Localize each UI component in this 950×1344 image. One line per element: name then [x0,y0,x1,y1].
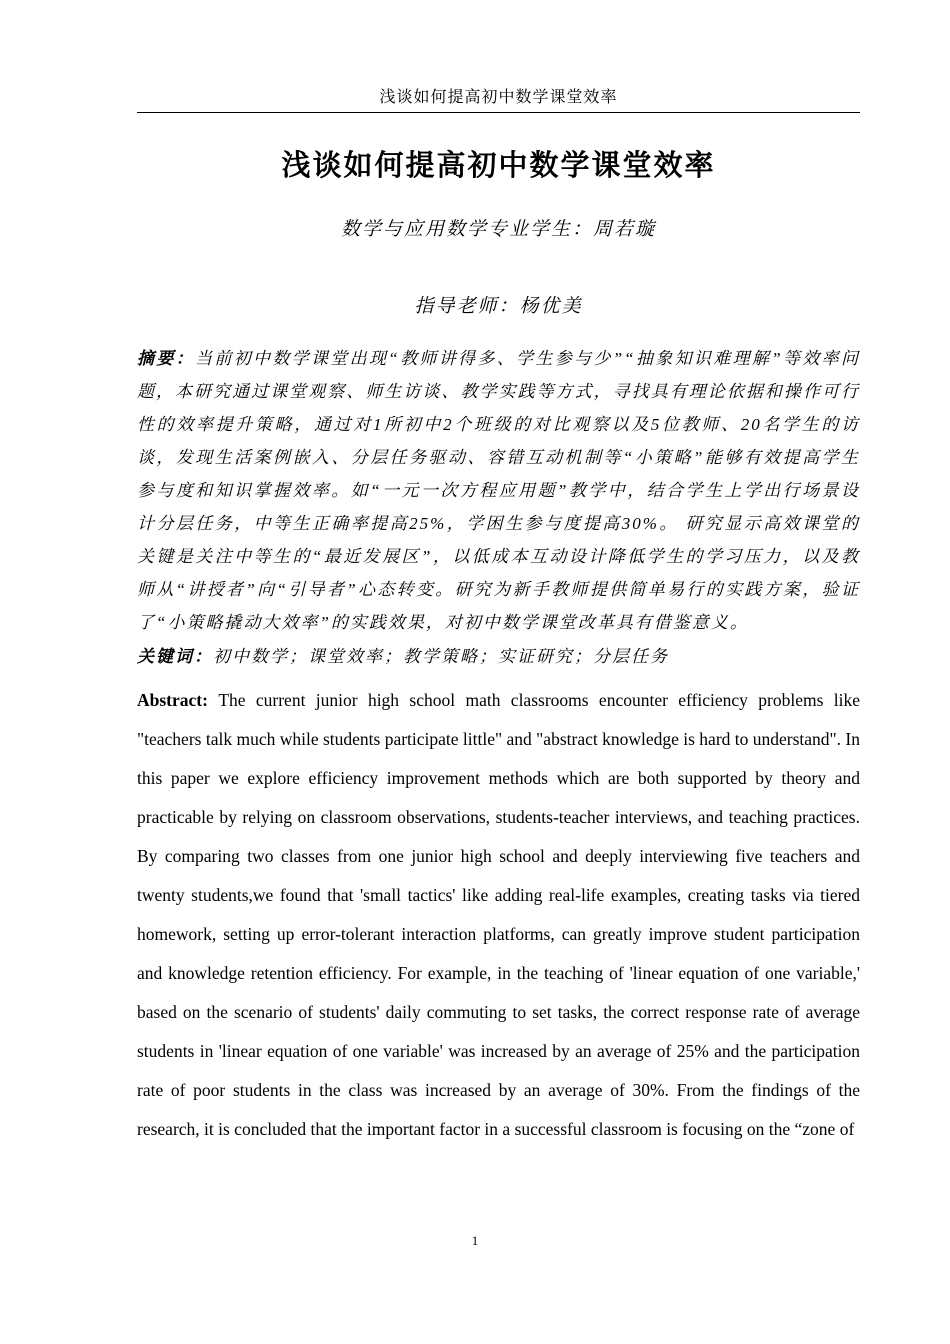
document-title: 浅谈如何提高初中数学课堂效率 [281,150,716,182]
page-header [137,84,860,113]
keywords-text: 初中数学；课堂效率；教学策略；实证研究；分层任务 [213,647,669,666]
author-line: 数学与应用数学专业学生：周若璇 [340,219,656,240]
abstract-chinese [137,342,860,639]
abstract-english-text: The current junior high school math classrooms encounter efficiency problems like "teachers talk much while students participate little" and "abstract knowledge is hard to understand". In this paper we explore efficiency improvement methods which are both supported by theory and practicable by relying on classroom observations, students-teacher interviews, and teaching practices. By comparing two classes from one junior high school and deeply interviewing five teachers and twenty students,we found that 'small tactics' like adding real-life examples, creating tasks via tiered homework, setting up error-tolerant interaction platforms, can greatly improve student participation and knowledge retention efficiency. For example, in the teaching of 'linear equation of one variable,' based on the scenario of students' daily commuting to set tasks, the correct response rate of average students in 'linear equation of one variable' was increased by an average of 25% and the participation rate of poor students in the class was increased by an average of 30%. From the findings of the research, it is concluded that the important factor in a successful classroom is focusing on the “zone of [137,690,861,1139]
abstract-chinese-text: 当前初中数学课堂出现“教师讲得多、学生参与少”“抽象知识难理解”等效率问题，本研究通过课堂观察、师生访谈、教学实践等方式，寻找具有理论依据和操作可行性的效率提升策略，通过对1所初中2个班级的对比观察以及5位教师、20名学生的访谈，发现生活案例嵌入、分层任务驱动、容错互动机制等“小策略”能够有效提高学生参与度和知识掌握效率。如“一元一次方程应用题”教学中，结合学生上学出行场景设计分层任务，中等生正确率提高25%，学困生参与度提高30%。 研究显示高效课堂的关键是关注中等生的“最近发展区”，以低成本互动设计降低学生的学习压力，以及教师从“讲授者”向“引导者”心态转变。研究为新手教师提供简单易行的实践方案，验证了“小策略撬动大效率”的实践效果，对初中数学课堂改革具有借鉴意义。 [137,349,861,632]
abstract-english [137,681,860,1149]
keywords-line [137,640,860,673]
running-head-text: 浅谈如何提高初中数学课堂效率 [379,89,618,106]
advisor-line: 指导老师：杨优美 [414,296,583,317]
keywords-label: 关键词： [137,647,213,666]
page-number: 1 [471,1233,479,1248]
abstract-english-label: Abstract: [137,690,219,710]
abstract-chinese-label: 摘要： [137,349,195,368]
